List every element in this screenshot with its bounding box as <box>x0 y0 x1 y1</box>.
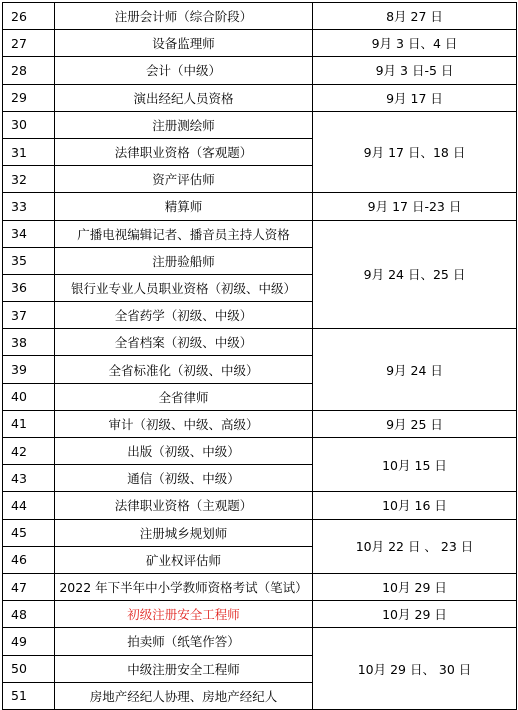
table-row <box>3 628 517 655</box>
exam-name: 精算师 <box>55 193 313 220</box>
exam-name: 拍卖师（纸笔作答） <box>55 628 313 655</box>
row-number: 39 <box>3 356 55 383</box>
row-number: 32 <box>3 166 55 193</box>
exam-date: 10月 29 日 <box>313 573 517 600</box>
row-number: 37 <box>3 302 55 329</box>
exam-name: 矿业权评估师 <box>55 546 313 573</box>
exam-name: 法律职业资格（客观题） <box>55 138 313 165</box>
exam-name: 演出经纪人员资格 <box>55 84 313 111</box>
row-number: 42 <box>3 438 55 465</box>
table-row <box>3 601 517 628</box>
row-number: 40 <box>3 383 55 410</box>
exam-name: 2022 年下半年中小学教师资格考试（笔试） <box>55 573 313 600</box>
exam-name: 设备监理师 <box>55 30 313 57</box>
table-row <box>3 492 517 519</box>
exam-name: 注册测绘师 <box>55 111 313 138</box>
row-number: 28 <box>3 57 55 84</box>
exam-schedule-table <box>2 2 517 710</box>
table-row <box>3 220 517 247</box>
exam-date: 10月 29 日 <box>313 601 517 628</box>
table-row <box>3 329 517 356</box>
exam-name: 注册城乡规划师 <box>55 519 313 546</box>
row-number: 27 <box>3 30 55 57</box>
exam-name-highlighted: 初级注册安全工程师 <box>55 601 313 628</box>
row-number: 26 <box>3 3 55 30</box>
exam-date: 9月 3 日、4 日 <box>313 30 517 57</box>
row-number: 44 <box>3 492 55 519</box>
exam-date: 9月 17 日 <box>313 84 517 111</box>
table-row <box>3 438 517 465</box>
exam-name: 出版（初级、中级） <box>55 438 313 465</box>
row-number: 49 <box>3 628 55 655</box>
exam-name: 全省标准化（初级、中级） <box>55 356 313 383</box>
exam-date: 10月 22 日 、 23 日 <box>313 519 517 573</box>
exam-date: 8月 27 日 <box>313 3 517 30</box>
exam-name: 全省律师 <box>55 383 313 410</box>
row-number: 47 <box>3 573 55 600</box>
exam-date: 9月 24 日、25 日 <box>313 220 517 329</box>
row-number: 46 <box>3 546 55 573</box>
exam-name: 注册会计师（综合阶段） <box>55 3 313 30</box>
row-number: 48 <box>3 601 55 628</box>
exam-name: 法律职业资格（主观题） <box>55 492 313 519</box>
exam-name: 资产评估师 <box>55 166 313 193</box>
row-number: 34 <box>3 220 55 247</box>
exam-name: 注册验船师 <box>55 247 313 274</box>
row-number: 31 <box>3 138 55 165</box>
exam-date: 10月 29 日、 30 日 <box>313 628 517 710</box>
row-number: 45 <box>3 519 55 546</box>
exam-name: 审计（初级、中级、高级） <box>55 410 313 437</box>
exam-name: 银行业专业人员职业资格（初级、中级） <box>55 274 313 301</box>
row-number: 51 <box>3 682 55 709</box>
row-number: 29 <box>3 84 55 111</box>
table-row <box>3 84 517 111</box>
table-row <box>3 410 517 437</box>
exam-name: 全省药学（初级、中级） <box>55 302 313 329</box>
exam-date: 10月 15 日 <box>313 438 517 492</box>
exam-date: 9月 25 日 <box>313 410 517 437</box>
row-number: 50 <box>3 655 55 682</box>
table-row <box>3 57 517 84</box>
row-number: 33 <box>3 193 55 220</box>
row-number: 41 <box>3 410 55 437</box>
table-row <box>3 30 517 57</box>
table-row <box>3 573 517 600</box>
exam-date: 9月 3 日-5 日 <box>313 57 517 84</box>
exam-name: 房地产经纪人协理、房地产经纪人 <box>55 682 313 709</box>
exam-name: 中级注册安全工程师 <box>55 655 313 682</box>
table-row <box>3 193 517 220</box>
exam-date: 9月 24 日 <box>313 329 517 411</box>
exam-name: 全省档案（初级、中级） <box>55 329 313 356</box>
exam-date: 9月 17 日-23 日 <box>313 193 517 220</box>
row-number: 36 <box>3 274 55 301</box>
row-number: 35 <box>3 247 55 274</box>
exam-date: 9月 17 日、18 日 <box>313 111 517 193</box>
table-row <box>3 3 517 30</box>
row-number: 30 <box>3 111 55 138</box>
exam-date: 10月 16 日 <box>313 492 517 519</box>
row-number: 38 <box>3 329 55 356</box>
exam-name: 广播电视编辑记者、播音员主持人资格 <box>55 220 313 247</box>
row-number: 43 <box>3 465 55 492</box>
table-row <box>3 519 517 546</box>
exam-name: 通信（初级、中级） <box>55 465 313 492</box>
exam-name: 会计（中级） <box>55 57 313 84</box>
table-row <box>3 111 517 138</box>
